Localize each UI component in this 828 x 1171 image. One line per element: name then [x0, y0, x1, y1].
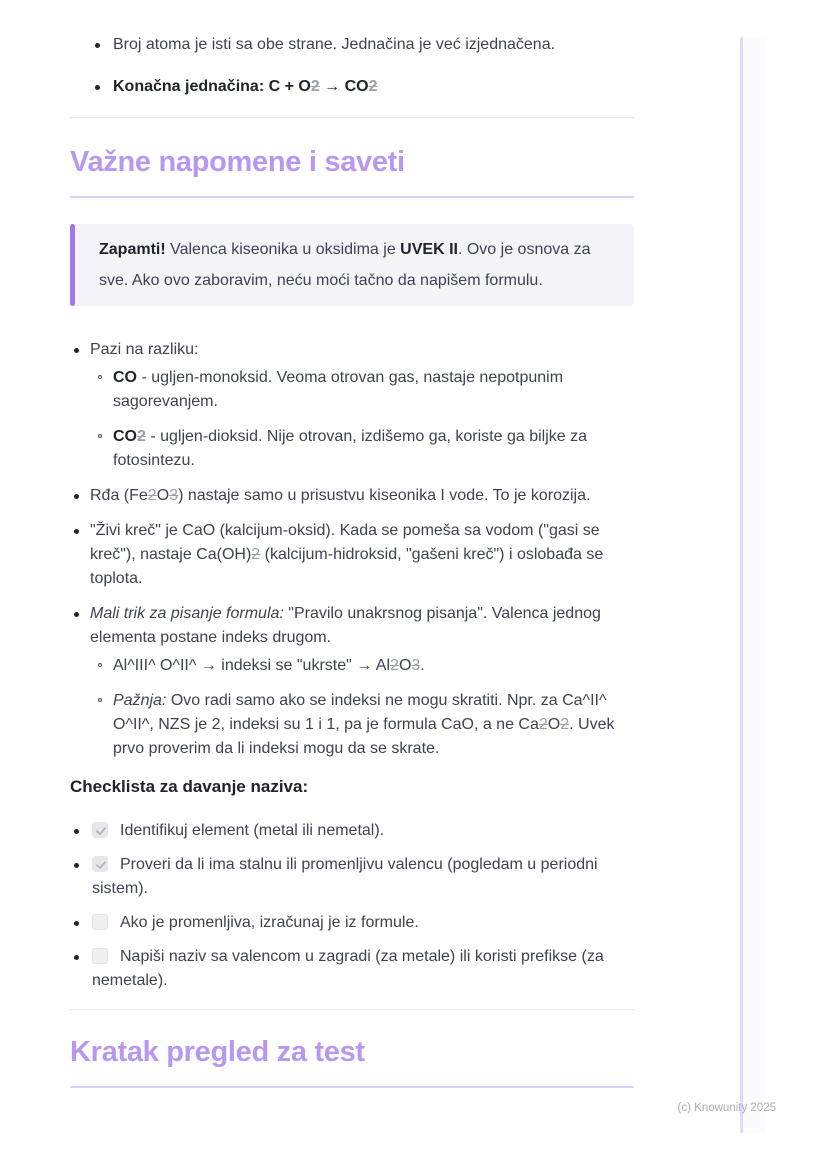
- text-segment: CO: [113, 369, 137, 386]
- text-segment: ) nastaje samo u prisustvu kiseonika I vode. To je korozija.: [178, 487, 591, 504]
- list-item-text: [113, 692, 614, 757]
- struck-number: 2: [251, 546, 261, 563]
- callout-accent-bar: [70, 224, 75, 306]
- text-segment: "Živi kreč" je CaO (kalcijum-oksid). Kada se pomeša sa vodom ("gasi se kreč"), nastaje Ca(OH): [90, 522, 600, 563]
- list-item-text: [90, 605, 601, 646]
- checklist-item-text: [92, 948, 604, 989]
- hollow-bullet-icon: [98, 698, 102, 702]
- text-segment: O: [547, 716, 561, 733]
- list-item: [90, 689, 634, 761]
- list-item: [90, 425, 634, 473]
- struck-number: 2: [310, 78, 320, 95]
- list-item: [90, 366, 634, 414]
- text-segment: Ovo radi samo ako se indeksi ne mogu skratiti. Npr. za Ca^II^ O^II^, NZS je 2, indeksi su 1 i 1, pa je formula CaO, a ne Ca: [113, 692, 607, 733]
- callout-zapamti: [70, 224, 634, 306]
- text-segment: . Uvek prvo proverim da li indeksi mogu da se skrate.: [113, 716, 615, 757]
- text-segment: Valenca kiseonika u oksidima je: [165, 241, 401, 258]
- text-segment: O: [398, 657, 412, 674]
- list-item: [70, 33, 634, 57]
- text-segment: . Ovo je osnova za sve. Ako ovo zaboravim, neću moći tačno da napišem formulu.: [99, 241, 591, 289]
- unchecked-checkbox-icon: [92, 948, 108, 964]
- text-segment: O: [156, 487, 170, 504]
- unchecked-checkbox-icon: [92, 914, 108, 930]
- struck-number: 2: [390, 657, 399, 674]
- intro-list-container: [70, 33, 634, 99]
- text-segment: Ako je promenljiva, izračunaj je iz formule.: [120, 914, 419, 931]
- list-item: [70, 75, 634, 99]
- text-segment: (kalcijum-hidroksid, "gašeni kreč") i oslobađa se toplota.: [90, 546, 604, 587]
- section-heading-napomene: Važne napomene i saveti: [70, 142, 634, 198]
- list-item: [90, 654, 634, 678]
- bullet-icon: [74, 955, 79, 960]
- bullet-icon: [74, 612, 79, 617]
- struck-number: 3: [411, 657, 421, 674]
- document-content: [70, 0, 634, 1088]
- section-divider: [70, 1009, 634, 1010]
- callout-text: [99, 234, 610, 296]
- section-divider: [70, 117, 634, 118]
- checklist-item-text: [120, 914, 419, 931]
- list-item-text: [113, 369, 563, 410]
- text-segment: Pažnja:: [113, 692, 167, 709]
- list-item-text: [90, 487, 590, 504]
- checklist-item-text: [120, 822, 384, 839]
- copyright-footer: (c) Knowunity 2025: [677, 1102, 776, 1114]
- section-heading-pregled: Kratak pregled za test: [70, 1032, 634, 1088]
- text-segment: → CO: [319, 78, 369, 95]
- list-item: [70, 338, 634, 473]
- bullet-icon: [74, 829, 79, 834]
- text-segment: Rđa (Fe: [90, 487, 148, 504]
- struck-number: 3: [169, 487, 179, 504]
- text-segment: Konačna jednačina: C + O: [113, 78, 311, 95]
- text-segment: Al^III^ O^II^ → indeksi se "ukrste" → Al: [113, 657, 391, 674]
- list-item-text: [113, 428, 587, 469]
- bullet-icon: [74, 529, 79, 534]
- intro-list: [70, 33, 634, 99]
- list-item: [70, 519, 634, 591]
- bullet-icon: [95, 85, 100, 90]
- checklist-item: [70, 945, 634, 993]
- text-segment: Identifikuj element (metal ili nemetal).: [120, 822, 385, 839]
- struck-number: 2: [137, 428, 146, 445]
- note-list-level-2: [90, 654, 634, 761]
- struck-number: 2: [560, 716, 570, 733]
- page-edge-wash: [743, 37, 765, 1133]
- text-segment: Mali trik za pisanje formula:: [90, 605, 284, 622]
- note-list-level-2: [90, 366, 634, 473]
- hollow-bullet-icon: [98, 663, 102, 667]
- bullet-icon: [74, 494, 79, 499]
- text-segment: Broj atoma je isti sa obe strane. Jednačina je već izjednačena.: [113, 36, 556, 53]
- checked-checkbox-icon: [92, 822, 108, 838]
- text-segment: .: [420, 657, 425, 674]
- struck-number: 2: [147, 487, 157, 504]
- text-segment: CO: [113, 428, 137, 445]
- text-segment: Pazi na razliku:: [90, 341, 199, 358]
- list-item-text: [113, 36, 555, 53]
- list-item: [70, 484, 634, 508]
- note-list-level-1: [70, 338, 634, 761]
- checked-checkbox-icon: [92, 856, 108, 872]
- text-segment: UVEK II: [400, 241, 458, 258]
- list-item-text: [90, 522, 603, 587]
- hollow-bullet-icon: [98, 434, 102, 438]
- list-item-text: [113, 657, 425, 674]
- text-segment: Zapamti!: [99, 241, 166, 258]
- checklist-item: [70, 911, 634, 935]
- text-segment: Napiši naziv sa valencom u zagradi (za metale) ili koristi prefikse (za nemetale).: [92, 948, 604, 989]
- bullet-icon: [95, 43, 100, 48]
- struck-number: 2: [538, 716, 548, 733]
- list-item: [70, 602, 634, 761]
- text-segment: - ugljen-dioksid. Nije otrovan, izdišemo ga, koriste ga biljke za fotosintezu.: [113, 428, 587, 469]
- list-item-text: [90, 341, 199, 358]
- hollow-bullet-icon: [98, 375, 102, 379]
- checklist-container: [70, 819, 634, 993]
- text-segment: Proveri da li ima stalnu ili promenljivu valencu (pogledam u periodni sistem).: [92, 856, 598, 897]
- struck-number: 2: [368, 78, 378, 95]
- text-segment: "Pravilo unakrsnog pisanja". Valenca jednog elementa postane indeks drugom.: [90, 605, 601, 646]
- checklist-heading: Checklista za davanje naziva:: [70, 777, 309, 796]
- list-item-text: [113, 78, 378, 95]
- checklist-item: [70, 819, 634, 843]
- checklist-item-text: [92, 856, 598, 897]
- text-segment: - ugljen-monoksid. Veoma otrovan gas, nastaje nepotpunim sagorevanjem.: [113, 369, 564, 410]
- bullet-icon: [74, 348, 79, 353]
- bullet-icon: [74, 863, 79, 868]
- notes-list-container: [70, 338, 634, 761]
- checklist: [70, 819, 634, 993]
- page-edge-line: [740, 37, 743, 1133]
- checklist-item: [70, 853, 634, 901]
- bullet-icon: [74, 921, 79, 926]
